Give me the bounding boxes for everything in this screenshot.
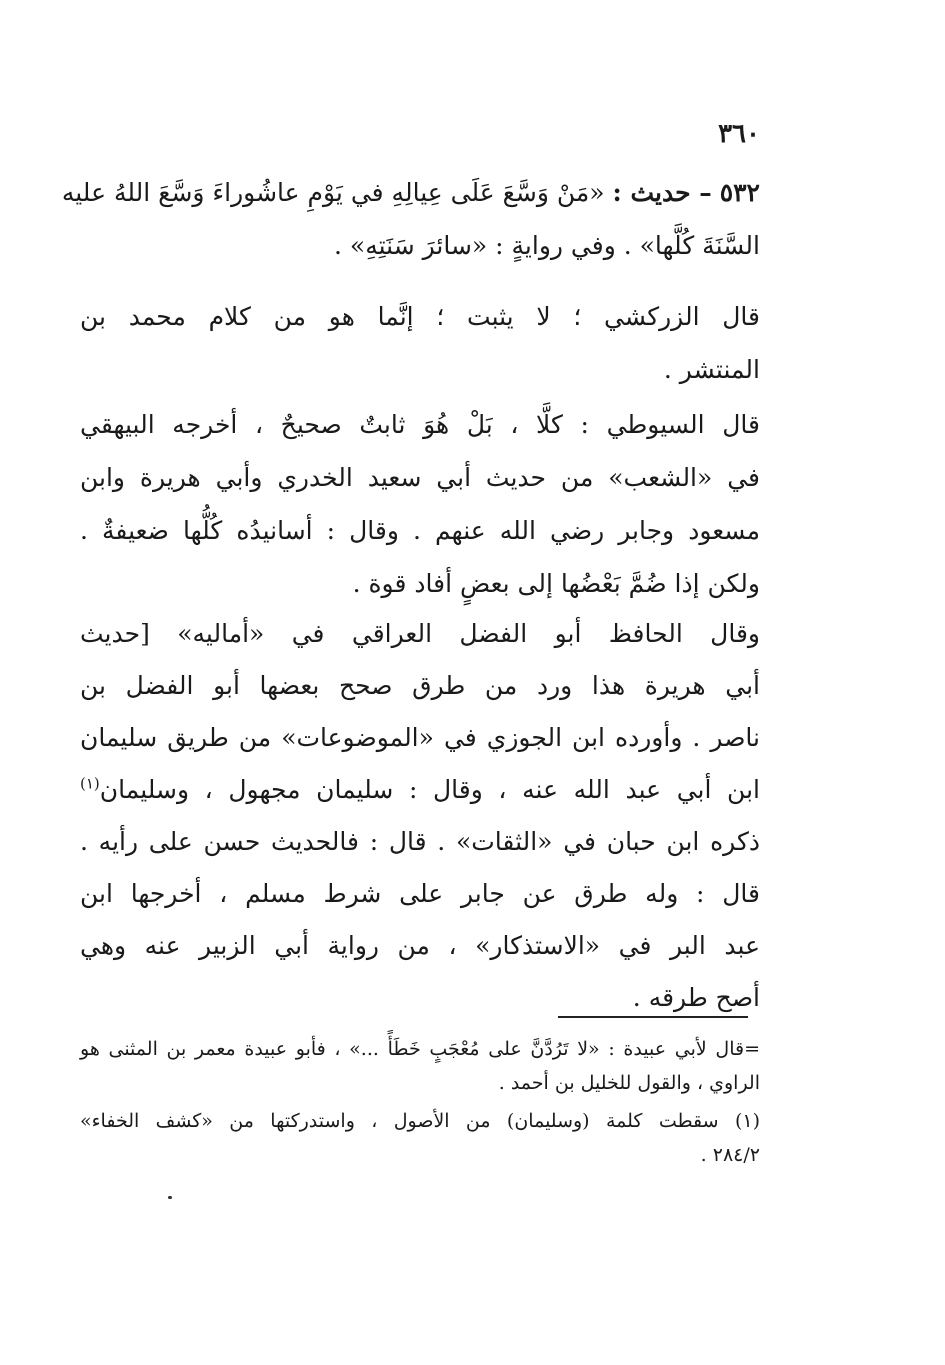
footnotes (80, 1032, 760, 1172)
paragraph-line: أصح طرقه . (632, 983, 760, 1012)
paragraph-line: قال الزركشي ؛ لا يثبت ؛ إنَّما هو من كلام محمد بن (80, 302, 760, 331)
paragraph-line: قال السيوطي : كلَّا ، بَلْ هُوَ ثابتٌ صحيحٌ ، أخرجه البيهقي (80, 410, 760, 439)
paragraph-line-with-note (80, 764, 760, 816)
paragraph-line: ولكن إذا ضُمَّ بَعْضُها إلى بعضٍ أفاد قوة . (352, 569, 760, 598)
footnote-line: =قال لأبي عبيدة : «لا تَرُدَّنَّ على مُعْجَبٍ خَطَأً ...» ، فأبو عبيدة معمر بن المثنى هو (80, 1038, 760, 1060)
footnote-marker: (١) (80, 774, 100, 793)
footnote-separator (558, 1016, 748, 1018)
paragraph-line-text: ابن أبي عبد الله عنه ، وقال : سليمان مجهول ، وسليمان (99, 775, 760, 804)
paragraph-iraqi (80, 608, 760, 1024)
paragraph-line: مسعود وجابر رضي الله عنهم . وقال : أسانيدُه كُلُّها ضعيفةٌ . (80, 516, 760, 545)
paragraph-suyuti (80, 398, 760, 610)
entry-label: – حديث : (612, 178, 712, 207)
page-number: ٣٦٠ (718, 119, 760, 149)
paragraph-line: أبي هريرة هذا ورد من طرق صحح بعضها أبو الفضل بن (80, 671, 760, 700)
entry-number: ٥٣٢ (719, 178, 760, 207)
paragraph-line: ذكره ابن حبان في «الثقات» . قال : فالحديث حسن على رأيه . (80, 827, 760, 856)
paragraph-line: عبد البر في «الاستذكار» ، من رواية أبي الزبير عنه وهي (80, 931, 760, 960)
hadith-text: «مَنْ وَسَّعَ عَلَى عِيالِهِ في يَوْمِ عاشُوراءَ وَسَّعَ اللهُ عليه (61, 178, 605, 207)
heading-line-2: السَّنَةَ كُلَّها» . وفي روايةٍ : «سائرَ سَنَتِهِ» . (334, 231, 760, 260)
footnote-line: ٢٨٤/٢ . (700, 1144, 760, 1166)
footnote-line: الراوي ، والقول للخليل بن أحمد . (498, 1072, 760, 1094)
footnote-continued (80, 1032, 760, 1100)
paragraph-line: وقال الحافظ أبو الفضل العراقي في «أماليه» [حديث (80, 619, 760, 648)
print-speck (168, 1196, 172, 1199)
footnote-1 (80, 1104, 760, 1172)
paragraph-zarkashi (80, 290, 760, 396)
paragraph-line: ناصر . وأورده ابن الجوزي في «الموضوعات» من طريق سليمان (80, 723, 760, 752)
heading-line-1 (61, 166, 760, 219)
footnote-line: (١) سقطت كلمة (وسليمان) من الأصول ، واستدركتها من «كشف الخفاء» (80, 1110, 760, 1132)
entry-heading (61, 166, 760, 272)
paragraph-line: قال : وله طرق عن جابر على شرط مسلم ، أخرجها ابن (80, 879, 760, 908)
paragraph-line: في «الشعب» من حديث أبي سعيد الخدري وأبي هريرة وابن (80, 463, 760, 492)
paragraph-line: المنتشر . (663, 355, 760, 384)
